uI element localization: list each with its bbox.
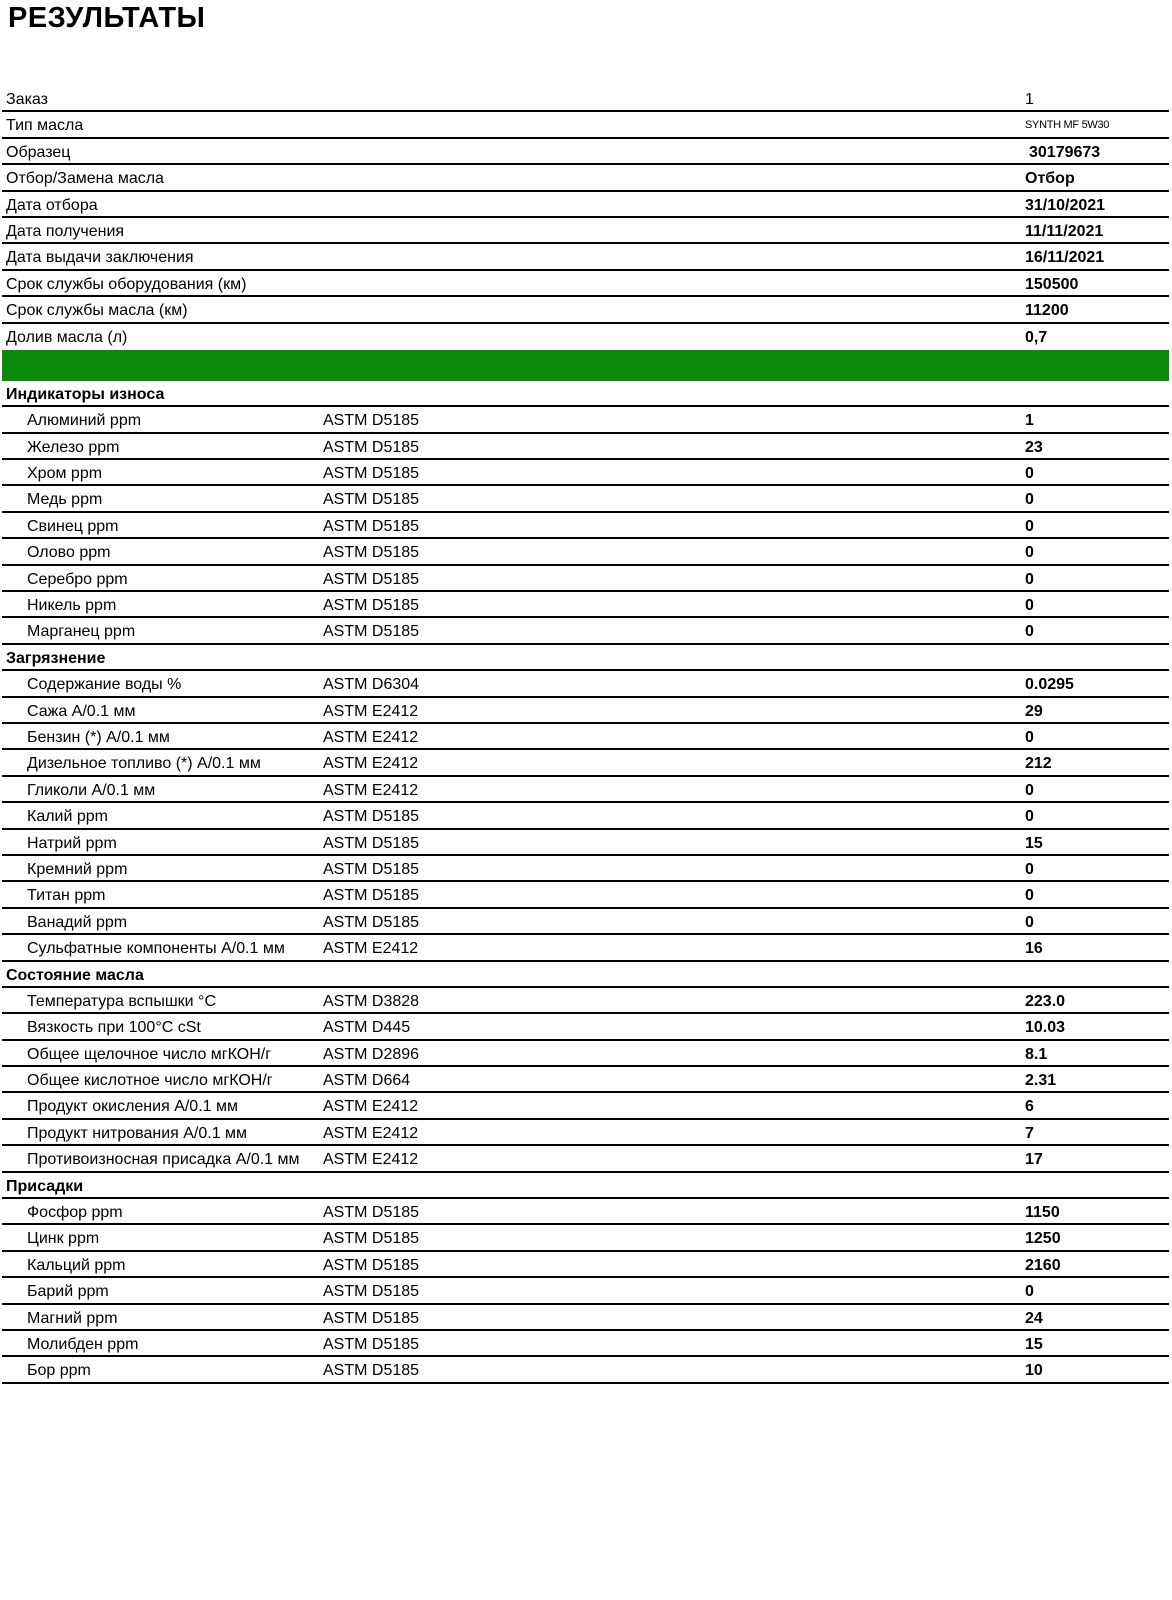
test-method: ASTM E2412 <box>323 755 419 773</box>
info-label: Долив масла (л) <box>6 328 128 346</box>
test-method: ASTM D5185 <box>323 465 420 483</box>
test-method: ASTM D5185 <box>323 913 420 931</box>
result-row <box>2 698 1169 724</box>
info-value: 16/11/2021 <box>1025 249 1105 267</box>
info-label: Дата получения <box>6 222 125 240</box>
result-row <box>2 1305 1169 1331</box>
result-value: 16 <box>1025 940 1043 958</box>
result-value: 2160 <box>1025 1256 1061 1274</box>
parameter-name: Никель ppm <box>27 597 117 615</box>
result-value: 1250 <box>1025 1230 1061 1248</box>
result-value: 0 <box>1025 544 1034 562</box>
result-row <box>2 856 1169 882</box>
test-method: ASTM D5185 <box>323 1335 420 1353</box>
parameter-name: Олово ppm <box>27 544 111 562</box>
info-label: Образец <box>6 143 71 161</box>
parameter-name: Молибден ppm <box>27 1335 139 1353</box>
result-value: 10 <box>1025 1362 1043 1380</box>
parameter-name: Железо ppm <box>27 438 120 456</box>
info-row-topup <box>2 324 1169 350</box>
parameter-name: Содержание воды % <box>27 676 182 694</box>
info-value: 150500 <box>1025 275 1079 293</box>
result-row <box>2 539 1169 565</box>
section-title: Индикаторы износа <box>6 385 165 403</box>
parameter-name: Свинец ppm <box>27 517 119 535</box>
result-row <box>2 671 1169 697</box>
section-header <box>2 1173 1169 1199</box>
test-method: ASTM D5185 <box>323 1283 420 1301</box>
result-row <box>2 882 1169 908</box>
result-value: 1150 <box>1025 1204 1060 1222</box>
test-method: ASTM E2412 <box>323 1098 419 1116</box>
result-row <box>2 1120 1169 1146</box>
info-label: Срок службы масла (км) <box>6 302 188 320</box>
parameter-name: Продукт нитрования A/0.1 мм <box>27 1124 248 1142</box>
result-row <box>2 513 1169 539</box>
test-method: ASTM D5185 <box>323 1230 420 1248</box>
result-value: 10.03 <box>1025 1019 1066 1037</box>
result-value: 6 <box>1025 1098 1034 1116</box>
test-method: ASTM D5185 <box>323 1256 420 1274</box>
test-method: ASTM E2412 <box>323 781 419 799</box>
parameter-name: Барий ppm <box>27 1283 109 1301</box>
parameter-name: Марганец ppm <box>27 623 136 641</box>
info-row-sample <box>2 139 1169 165</box>
result-value: 212 <box>1025 755 1052 773</box>
section-header <box>2 645 1169 671</box>
result-value: 29 <box>1025 702 1043 720</box>
parameter-name: Алюминий ppm <box>27 412 142 430</box>
result-row <box>2 407 1169 433</box>
parameter-name: Титан ppm <box>27 887 106 905</box>
test-method: ASTM D5185 <box>323 1204 420 1222</box>
parameter-name: Кремний ppm <box>27 860 128 878</box>
section-title: Присадки <box>6 1177 84 1195</box>
result-row <box>2 1225 1169 1251</box>
info-value: 11/11/2021 <box>1025 222 1104 240</box>
result-row <box>2 1357 1169 1383</box>
sections-container <box>2 381 1169 1384</box>
test-method: ASTM D5185 <box>323 860 420 878</box>
result-value: 0 <box>1025 517 1034 535</box>
parameter-name: Кальций ppm <box>27 1256 126 1274</box>
parameter-name: Гликоли A/0.1 мм <box>27 781 156 799</box>
result-row <box>2 724 1169 750</box>
test-method: ASTM D5185 <box>323 491 420 509</box>
parameter-name: Общее кислотное число мгКОН/г <box>27 1072 273 1090</box>
parameter-name: Медь ppm <box>27 491 103 509</box>
result-row <box>2 1067 1169 1093</box>
parameter-name: Продукт окисления A/0.1 мм <box>27 1098 238 1116</box>
info-value: 11200 <box>1025 302 1069 320</box>
results-table <box>2 86 1169 1384</box>
result-row <box>2 434 1169 460</box>
parameter-name: Бор ppm <box>27 1362 91 1380</box>
result-value: 0 <box>1025 597 1034 615</box>
result-row <box>2 486 1169 512</box>
test-method: ASTM D5185 <box>323 544 420 562</box>
result-value: 2.31 <box>1025 1072 1057 1090</box>
parameter-name: Противоизносная присадка A/0.1 мм <box>27 1151 300 1169</box>
info-value: Отбор <box>1025 170 1075 188</box>
test-method: ASTM D664 <box>323 1072 411 1090</box>
test-method: ASTM D5185 <box>323 1362 420 1380</box>
test-method: ASTM E2412 <box>323 702 419 720</box>
section-title: Состояние масла <box>6 966 144 984</box>
result-value: 0 <box>1025 887 1034 905</box>
info-row-oil-type <box>2 112 1169 138</box>
result-value: 0 <box>1025 491 1034 509</box>
result-value: 223.0 <box>1025 992 1066 1010</box>
result-value: 15 <box>1025 834 1043 852</box>
info-value: 30179673 <box>1029 143 1101 161</box>
info-row-sample-date <box>2 192 1169 218</box>
parameter-name: Общее щелочное число мгКОН/г <box>27 1045 272 1063</box>
test-method: ASTM E2412 <box>323 1151 419 1169</box>
test-method: ASTM D6304 <box>323 676 420 694</box>
result-value: 0 <box>1025 1283 1034 1301</box>
result-row <box>2 750 1169 776</box>
result-row <box>2 1278 1169 1304</box>
info-label: Дата выдачи заключения <box>6 249 194 267</box>
parameter-name: Дизельное топливо (*) A/0.1 мм <box>27 755 261 773</box>
test-method: ASTM D445 <box>323 1019 411 1037</box>
info-row-order <box>2 86 1169 112</box>
section-header <box>2 962 1169 988</box>
result-row <box>2 592 1169 618</box>
info-label: Отбор/Замена масла <box>6 170 164 188</box>
result-value: 0 <box>1025 808 1034 826</box>
parameter-name: Фосфор ppm <box>27 1204 123 1222</box>
parameter-name: Серебро ppm <box>27 570 128 588</box>
result-row <box>2 1041 1169 1067</box>
page-title: РЕЗУЛЬТАТЫ <box>8 2 206 34</box>
info-label: Тип масла <box>6 117 84 135</box>
result-value: 0 <box>1025 728 1034 746</box>
result-value: 8.1 <box>1025 1045 1048 1063</box>
parameter-name: Цинк ppm <box>27 1230 100 1248</box>
info-row-received-date <box>2 218 1169 244</box>
result-value: 0 <box>1025 465 1034 483</box>
test-method: ASTM E2412 <box>323 940 419 958</box>
test-method: ASTM D5185 <box>323 412 420 430</box>
test-method: ASTM D5185 <box>323 623 420 641</box>
result-value: 15 <box>1025 1335 1043 1353</box>
result-value: 17 <box>1025 1151 1043 1169</box>
info-value: 1 <box>1025 91 1034 108</box>
info-row-sampling-type <box>2 165 1169 191</box>
parameter-name: Сульфатные компоненты A/0.1 мм <box>27 940 285 958</box>
parameter-name: Магний ppm <box>27 1309 118 1327</box>
parameter-name: Бензин (*) A/0.1 мм <box>27 728 170 746</box>
test-method: ASTM D5185 <box>323 808 420 826</box>
info-row-report-date <box>2 244 1169 270</box>
parameter-name: Температура вспышки °C <box>27 992 217 1010</box>
result-value: 0 <box>1025 570 1034 588</box>
test-method: ASTM D3828 <box>323 992 420 1010</box>
result-value: 1 <box>1025 412 1034 430</box>
test-method: ASTM D5185 <box>323 517 420 535</box>
info-label: Срок службы оборудования (км) <box>6 275 247 293</box>
result-row <box>2 1199 1169 1225</box>
result-row <box>2 1331 1169 1357</box>
test-method: ASTM D5185 <box>323 438 420 456</box>
status-bar <box>2 350 1169 381</box>
info-row-equipment-life <box>2 271 1169 297</box>
result-row <box>2 1093 1169 1119</box>
result-row <box>2 777 1169 803</box>
result-value: 0 <box>1025 623 1034 641</box>
result-row <box>2 566 1169 592</box>
section-header <box>2 381 1169 407</box>
result-row <box>2 988 1169 1014</box>
parameter-name: Калий ppm <box>27 808 108 826</box>
parameter-name: Хром ppm <box>27 465 103 483</box>
result-value: 0 <box>1025 781 1034 799</box>
test-method: ASTM D5185 <box>323 597 420 615</box>
result-row <box>2 909 1169 935</box>
section-title: Загрязнение <box>6 649 106 667</box>
parameter-name: Натрий ppm <box>27 834 117 852</box>
result-value: 23 <box>1025 438 1043 456</box>
result-value: 24 <box>1025 1309 1043 1327</box>
result-value: 0.0295 <box>1025 676 1074 694</box>
info-value: 31/10/2021 <box>1025 196 1106 214</box>
info-label: Дата отбора <box>6 196 98 214</box>
test-method: ASTM D5185 <box>323 570 420 588</box>
parameter-name: Ванадий ppm <box>27 913 128 931</box>
result-row <box>2 1252 1169 1278</box>
result-value: 7 <box>1025 1124 1034 1142</box>
result-row <box>2 618 1169 644</box>
result-row <box>2 1146 1169 1172</box>
result-row <box>2 935 1169 961</box>
result-row <box>2 803 1169 829</box>
result-row <box>2 460 1169 486</box>
result-value: 0 <box>1025 860 1034 878</box>
info-value: 0,7 <box>1025 328 1048 346</box>
parameter-name: Сажа A/0.1 мм <box>27 702 136 720</box>
info-row-oil-life <box>2 297 1169 323</box>
result-row <box>2 1014 1169 1040</box>
test-method: ASTM D5185 <box>323 887 420 905</box>
test-method: ASTM E2412 <box>323 1124 419 1142</box>
info-value: SYNTH MF 5W30 <box>1025 119 1110 132</box>
test-method: ASTM D5185 <box>323 834 420 852</box>
parameter-name: Вязкость при 100°C cSt <box>27 1019 201 1037</box>
result-row <box>2 830 1169 856</box>
info-label: Заказ <box>6 91 48 108</box>
test-method: ASTM D2896 <box>323 1045 420 1063</box>
test-method: ASTM E2412 <box>323 728 419 746</box>
test-method: ASTM D5185 <box>323 1309 420 1327</box>
result-value: 0 <box>1025 913 1034 931</box>
